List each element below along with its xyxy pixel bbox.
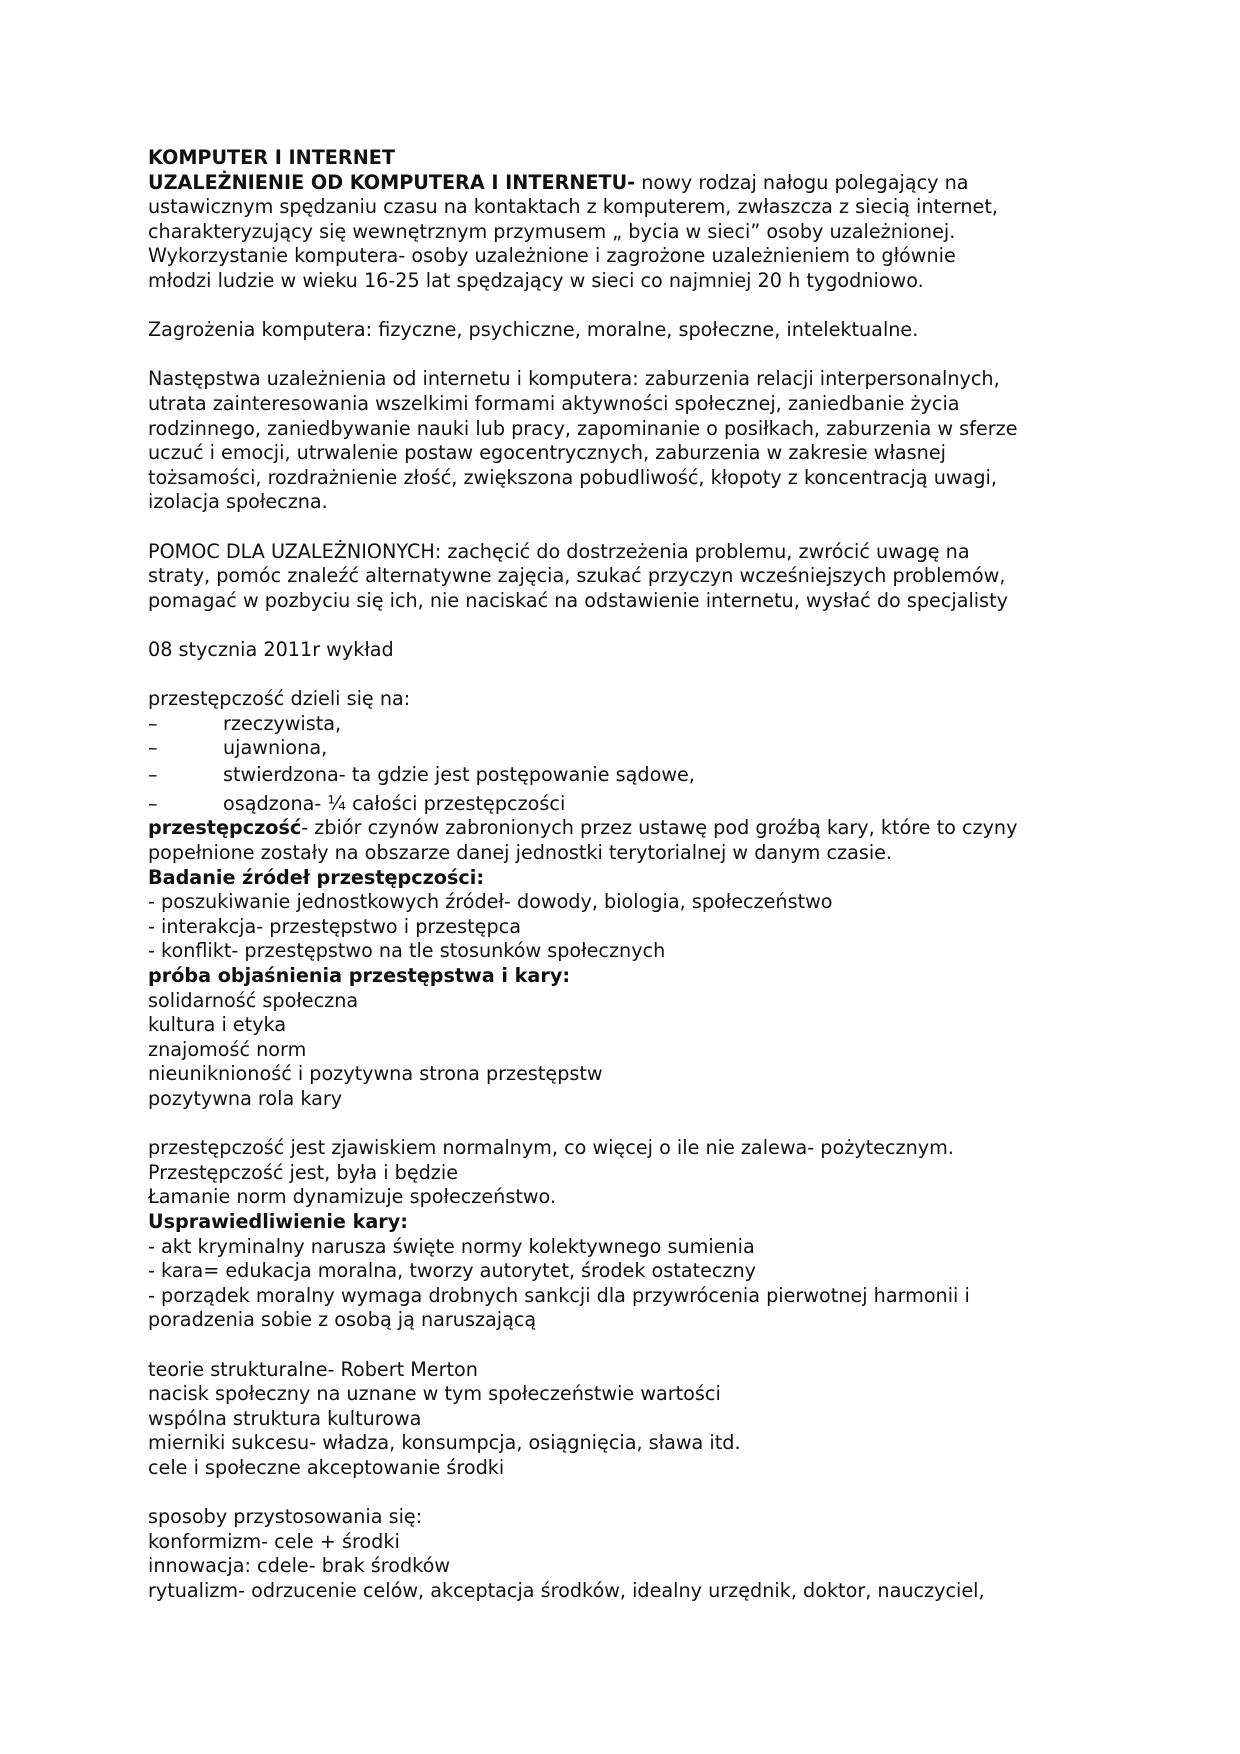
crime-definition-line-2: popełnione zostały na obszarze danej jednostki terytorialnej w danym czasie. bbox=[148, 841, 893, 865]
help-line: straty, pomóc znaleźć alternatywne zajęcia, szukać przyczyn wcześniejszych problemów, bbox=[148, 564, 1006, 588]
lecture-date: 08 stycznia 2011r wykład bbox=[148, 637, 394, 661]
dash-bullet: – bbox=[148, 791, 158, 815]
crime-definition-term: przestępczość bbox=[148, 816, 302, 840]
justification-item: - akt kryminalny narusza święte normy kolektywnego sumienia bbox=[148, 1234, 755, 1258]
threats-paragraph: Zagrożenia komputera: fizyczne, psychiczne, moralne, społeczne, intelektualne. bbox=[148, 318, 919, 342]
explanation-heading: próba objaśnienia przestępstwa i kary: bbox=[148, 964, 570, 987]
sources-item: - interakcja- przestępstwo i przestępca bbox=[148, 914, 521, 938]
consequences-line: rodzinnego, zaniedbywanie nauki lub pracy, zapominanie o posiłkach, zaburzenia w sferze bbox=[148, 416, 1018, 440]
crime-definition-line-1 bbox=[148, 816, 1108, 841]
document-title: KOMPUTER I INTERNET bbox=[148, 146, 395, 169]
consequences-line: utrata zainteresowania wszelkimi formami aktywności społecznej, zaniedbanie życia bbox=[148, 391, 960, 415]
intro-line: charakteryzujący się wewnętrznym przymusem „ bycia w sieci” osoby uzależnionej. bbox=[148, 219, 956, 243]
consequences-line: tożsamości, rozdrażnienie złość, zwiększona pobudliwość, kłopoty z koncentracją uwagi, bbox=[148, 465, 997, 489]
normal-crime-line: przestępczość jest zjawiskiem normalnym, co więcej o ile nie zalewa- pożytecznym. bbox=[148, 1136, 954, 1160]
explanation-item: solidarność społeczna bbox=[148, 988, 359, 1012]
dash-bullet: – bbox=[148, 762, 158, 786]
justification-heading: Usprawiedliwienie kary: bbox=[148, 1209, 408, 1233]
justification-item: - kara= edukacja moralna, tworzy autorytet, środek ostateczny bbox=[148, 1259, 757, 1283]
intro-line-1-rest: nowy rodzaj nałogu polegający na bbox=[635, 170, 969, 194]
explanation-item: kultura i etyka bbox=[148, 1013, 287, 1037]
list-item-text: ujawniona, bbox=[223, 736, 328, 760]
sources-item: - konflikt- przestępstwo na tle stosunków społecznych bbox=[148, 939, 666, 963]
document-page bbox=[148, 146, 1108, 1603]
list-item-text: stwierdzona- ta gdzie jest postępowanie sądowe, bbox=[223, 762, 695, 786]
explanation-item: pozytywna rola kary bbox=[148, 1086, 343, 1110]
list-item-text: rzeczywista, bbox=[223, 711, 342, 735]
structural-line: wspólna struktura kulturowa bbox=[148, 1406, 422, 1430]
structural-line: nacisk społeczny na uznane w tym społeczeństwie wartości bbox=[148, 1382, 721, 1406]
intro-line-1 bbox=[148, 171, 1108, 196]
list-item bbox=[148, 736, 1108, 761]
list-item bbox=[148, 712, 1108, 737]
crime-division-heading: przestępczość dzieli się na: bbox=[148, 687, 411, 711]
structural-line: cele i społeczne akceptowanie środki bbox=[148, 1455, 505, 1479]
intro-line: ustawicznym spędzaniu czasu na kontaktach z komputerem, zwłaszcza z siecią internet, bbox=[148, 195, 998, 219]
consequences-line: Następstwa uzależnienia od internetu i komputera: zaburzenia relacji interpersonalnych, bbox=[148, 367, 1000, 391]
structural-line: mierniki sukcesu- władza, konsumpcja, osiągnięcia, sława itd. bbox=[148, 1431, 741, 1455]
normal-crime-line: Łamanie norm dynamizuje społeczeństwo. bbox=[148, 1185, 557, 1209]
adaptation-line: sposoby przystosowania się: bbox=[148, 1505, 423, 1529]
explanation-item: znajomość norm bbox=[148, 1037, 307, 1061]
intro-line: Wykorzystanie komputera- osoby uzależnione i zagrożone uzależnieniem to głównie bbox=[148, 244, 956, 268]
consequences-line: izolacja społeczna. bbox=[148, 490, 328, 514]
crime-definition-rest: - zbiór czynów zabronionych przez ustawę pod groźbą kary, które to czyny bbox=[301, 816, 1018, 840]
list-item-text: osądzona- ¼ całości przestępczości bbox=[223, 791, 566, 815]
explanation-item: nieuniknioność i pozytywna strona przestępstw bbox=[148, 1062, 603, 1086]
sources-heading: Badanie źródeł przestępczości: bbox=[148, 865, 485, 889]
adaptation-line: konformizm- cele + środki bbox=[148, 1529, 400, 1553]
justification-item: - porządek moralny wymaga drobnych sankcji dla przywrócenia pierwotnej harmonii i bbox=[148, 1283, 970, 1307]
justification-item: poradzenia sobie z osobą ją naruszającą bbox=[148, 1308, 537, 1332]
intro-term: UZALEŻNIENIE OD KOMPUTERA I INTERNETU- bbox=[148, 170, 636, 194]
adaptation-line: rytualizm- odrzucenie celów, akceptacja środków, idealny urzędnik, doktor, nauczyciel, bbox=[148, 1578, 985, 1602]
sources-item: - poszukiwanie jednostkowych źródeł- dowody, biologia, społeczeństwo bbox=[148, 890, 833, 914]
adaptation-line: innowacja: cdele- brak środków bbox=[148, 1554, 451, 1578]
consequences-line: uczuć i emocji, utrwalenie postaw egocentrycznych, zaburzenia w zakresie własnej bbox=[148, 441, 946, 465]
dash-bullet: – bbox=[148, 711, 158, 735]
help-line: pomagać w pozbyciu się ich, nie naciskać na odstawienie internetu, wysłać do specjalisty bbox=[148, 588, 1008, 612]
normal-crime-line: Przestępczość jest, była i będzie bbox=[148, 1160, 459, 1184]
help-line: POMOC DLA UZALEŻNIONYCH: zachęcić do dostrzeżenia problemu, zwrócić uwagę na bbox=[148, 539, 970, 563]
structural-line: teorie strukturalne- Robert Merton bbox=[148, 1357, 478, 1381]
list-item bbox=[148, 761, 1108, 792]
dash-bullet: – bbox=[148, 736, 158, 760]
list-item bbox=[148, 792, 1108, 817]
intro-line: młodzi ludzie w wieku 16-25 lat spędzający w sieci co najmniej 20 h tygodniowo. bbox=[148, 268, 924, 292]
